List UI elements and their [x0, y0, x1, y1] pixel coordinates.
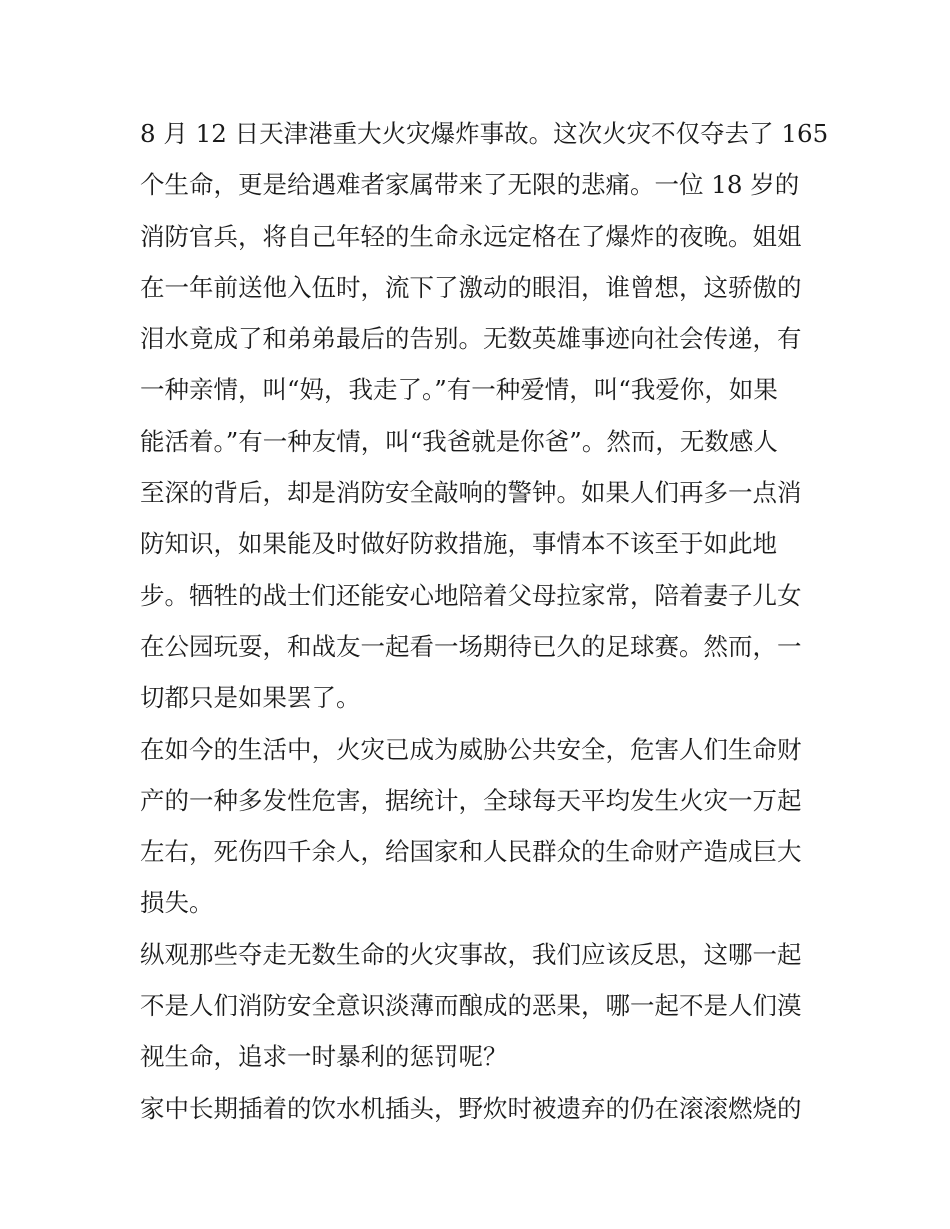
- document-body: [140, 108, 829, 1134]
- text-line: 切都只是如果罢了。: [140, 683, 361, 713]
- text-line: 左右，死伤四千余人，给国家和人民群众的生命财产造成巨大: [140, 837, 802, 867]
- text-line: 在一年前送他入伍时，流下了激动的眼泪，谁曾想，这骄傲的: [140, 272, 802, 302]
- text-line: 在如今的生活中，火灾已成为威胁公共安全，危害人们生命财: [140, 734, 802, 764]
- text-line: 个生命，更是给遇难者家属带来了无限的悲痛。一位 18 岁的: [140, 170, 800, 200]
- text-line: 步。牺牲的战士们还能安心地陪着父母拉家常，陪着妻子儿女: [140, 580, 802, 610]
- text-line: 视生命，追求一时暴利的惩罚呢？: [140, 1042, 508, 1072]
- text-line: 不是人们消防安全意识淡薄而酿成的恶果，哪一起不是人们漠: [140, 991, 802, 1021]
- text-line: 一种亲情，叫“妈，我走了。”有一种爱情，叫“我爱你，如果: [140, 375, 778, 405]
- text-line: 损失。: [140, 888, 214, 918]
- text-line: 能活着。”有一种友情，叫“我爸就是你爸”。然而，无数感人: [140, 426, 778, 456]
- text-line: 泪水竟成了和弟弟最后的告别。无数英雄事迹向社会传递，有: [140, 324, 802, 354]
- text-line: 至深的背后，却是消防安全敲响的警钟。如果人们再多一点消: [140, 478, 802, 508]
- text-line: 消防官兵，将自己年轻的生命永远定格在了爆炸的夜晚。姐姐: [140, 221, 802, 251]
- text-line: 纵观那些夺走无数生命的火灾事故，我们应该反思，这哪一起: [140, 939, 802, 969]
- text-line: 产的一种多发性危害，据统计，全球每天平均发生火灾一万起: [140, 785, 802, 815]
- text-line: 8 月 12 日天津港重大火灾爆炸事故。这次火灾不仅夺去了 165: [140, 119, 829, 148]
- text-line: 家中长期插着的饮水机插头，野炊时被遗弃的仍在滚滚燃烧的: [140, 1093, 802, 1123]
- text-line: 防知识，如果能及时做好防救措施，事情本不该至于如此地: [140, 529, 777, 559]
- text-line: 在公园玩耍，和战友一起看一场期待已久的足球赛。然而，一: [140, 631, 802, 661]
